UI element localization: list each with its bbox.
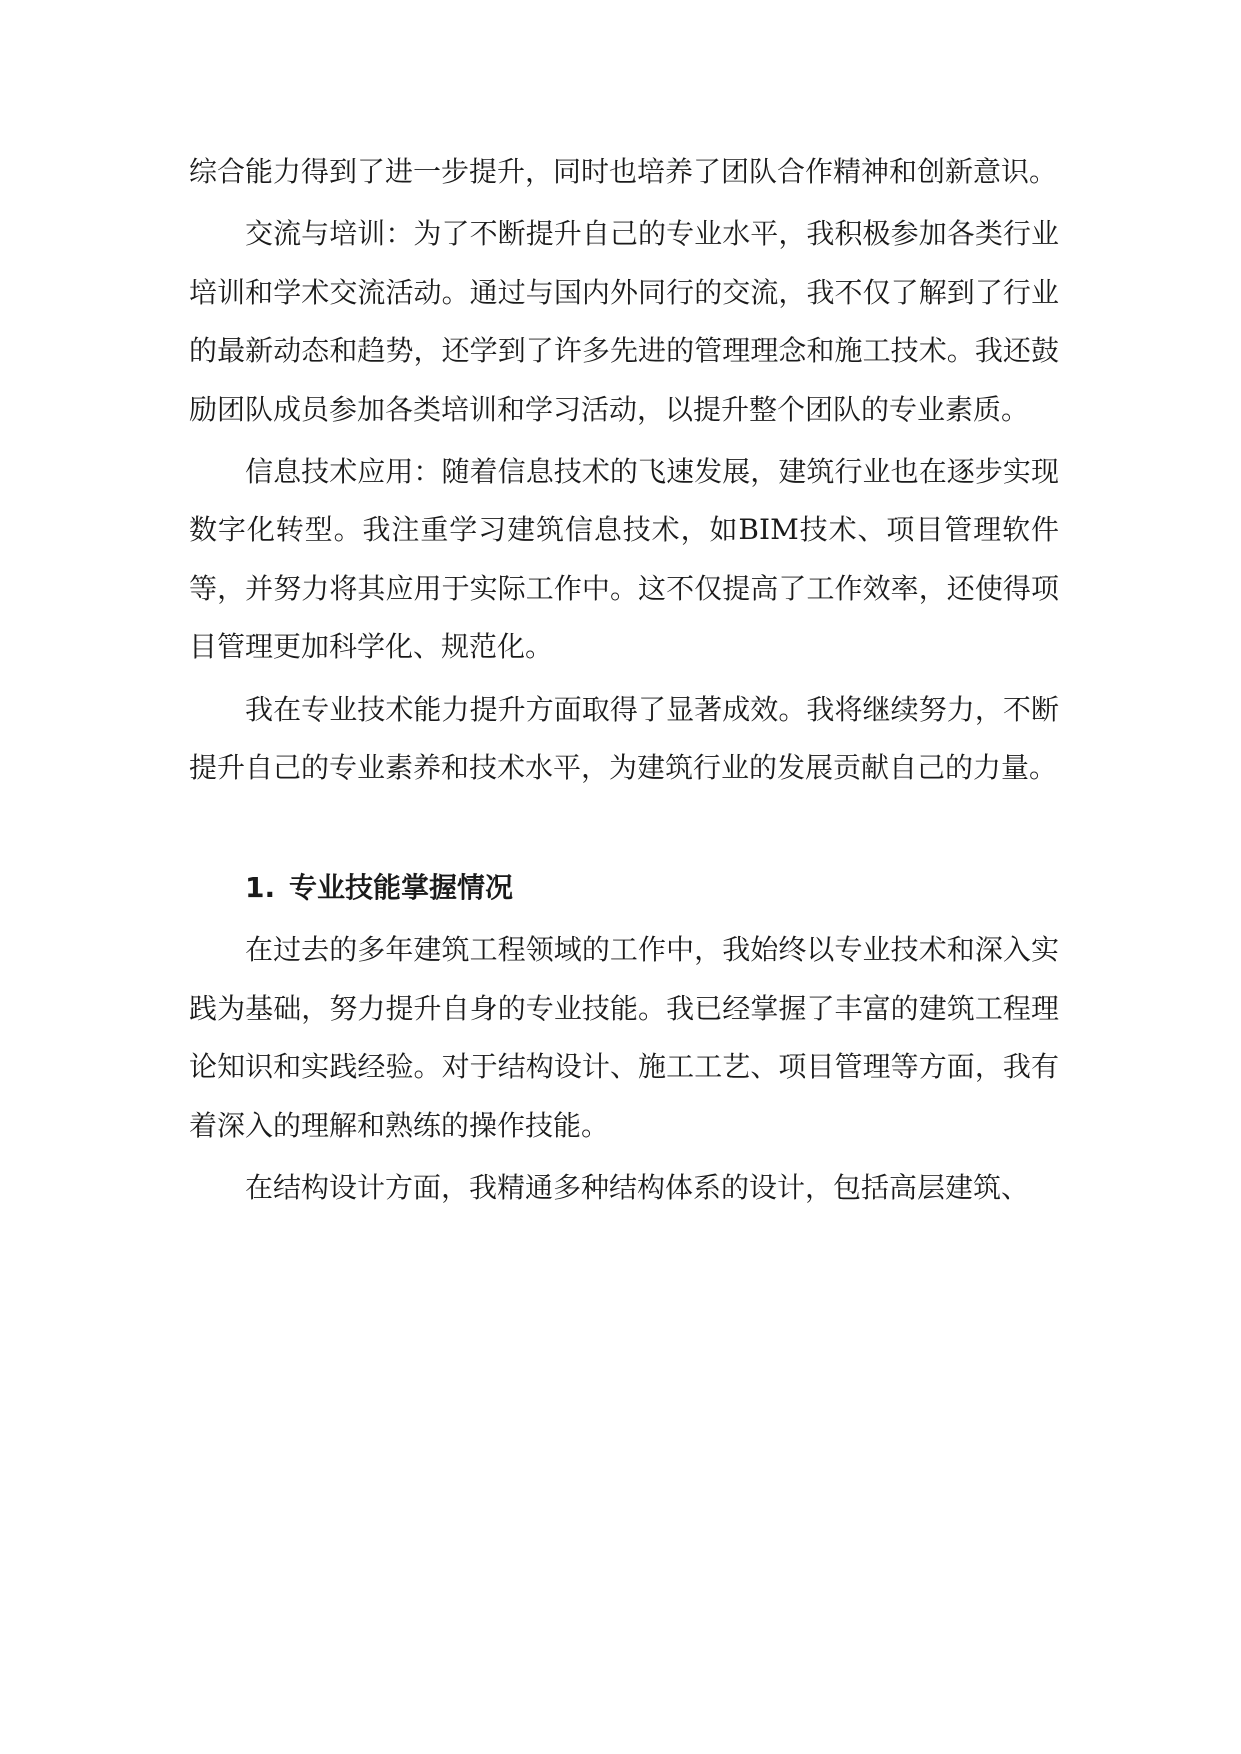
paragraph-structural-design: 在结构设计方面，我精通多种结构体系的设计，包括高层建筑、 bbox=[245, 1171, 1030, 1205]
document-body bbox=[189, 143, 1059, 1222]
section-title: 专业技能掌握情况 bbox=[289, 871, 514, 905]
paragraph-skills-overview: 在过去的多年建筑工程领域的工作中，我始终以专业技术和深入实践为基础，努力提升自身的专业技能。我已经掌握了丰富的建筑工程理论知识和实践经验。对于结构设计、施工工艺、项目管理等方面，我有着深入的理解和熟练的操作技能。 bbox=[189, 933, 1059, 1142]
paragraph-continuation: 综合能力得到了进一步提升，同时也培养了团队合作精神和创新意识。 bbox=[189, 155, 1058, 188]
paragraph-it-application: 信息技术应用：随着信息技术的飞速发展，建筑行业也在逐步实现数字化转型。我注重学习建筑信息技术，如BIM技术、项目管理软件等，并努力将其应用于实际工作中。这不仅提高了工作效率，还使得项目管理更加科学化、规范化。 bbox=[189, 455, 1059, 664]
paragraph-summary: 我在专业技术能力提升方面取得了显著成效。我将继续努力，不断提升自己的专业素养和技术水平，为建筑行业的发展贡献自己的力量。 bbox=[189, 692, 1059, 785]
paragraph-exchange-training: 交流与培训：为了不断提升自己的专业水平，我积极参加各类行业培训和学术交流活动。通过与国内外同行的交流，我不仅了解到了行业的最新动态和趋势，还学到了许多先进的管理理念和施工技术。我还鼓励团队成员参加各类培训和学习活动，以提升整个团队的专业素质。 bbox=[189, 217, 1059, 426]
section-heading bbox=[245, 859, 1059, 917]
section-number: 1. bbox=[245, 871, 276, 905]
